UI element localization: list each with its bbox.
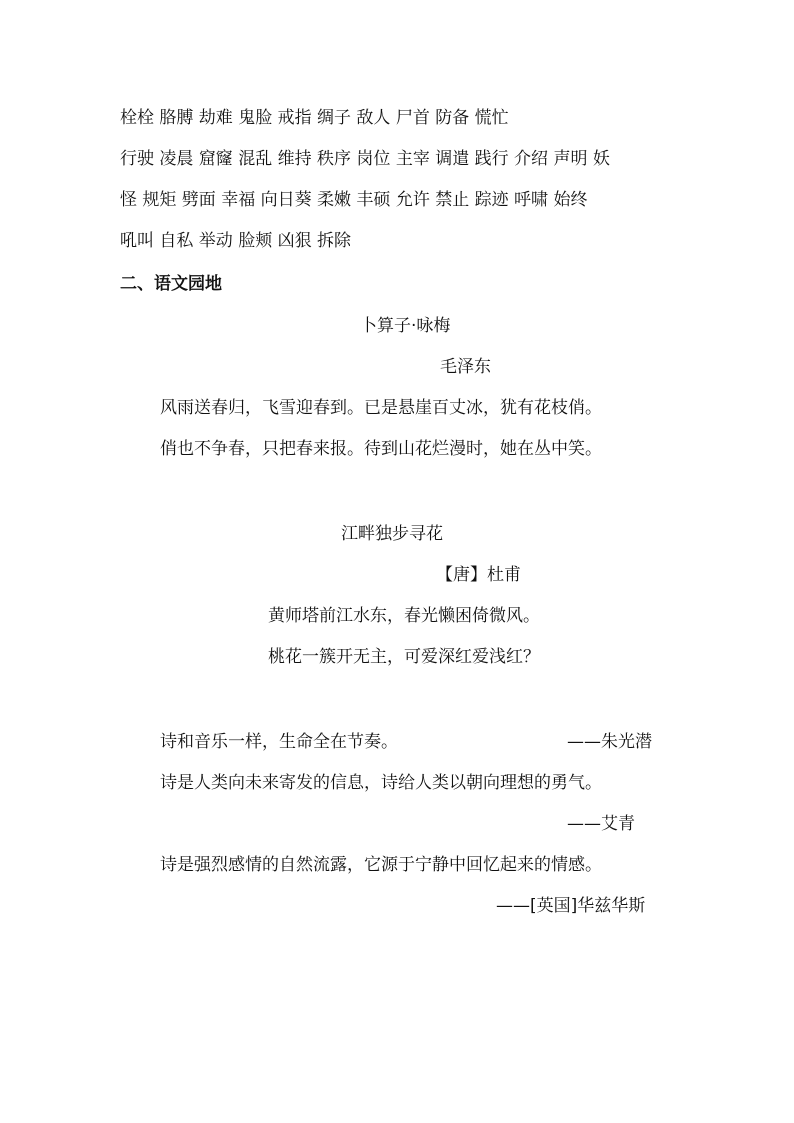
quote-2-text: 诗是人类向未来寄发的信息，诗给人类以朝向理想的勇气。 [160,773,602,793]
section-heading: 二、语文园地 [120,274,222,294]
poem2-author: 【唐】杜甫 [436,565,521,585]
vocab-line-1: 栓栓 胳膊 劫难 鬼脸 戒指 绸子 敌人 尸首 防备 慌忙 [120,108,509,128]
quote-1-text: 诗和音乐一样，生命全在节奏。 [160,732,398,752]
vocab-line-2: 行驶 凌晨 窟窿 混乱 维持 秩序 岗位 主宰 调遣 践行 介绍 声明 妖 [120,149,610,169]
poem1-line-1: 风雨送春归，飞雪迎春到。已是悬崖百丈冰，犹有花枝俏。 [160,398,602,418]
vocab-line-4: 吼叫 自私 举动 脸颊 凶狠 拆除 [120,231,352,251]
quote-2-author: ——艾青 [567,814,635,834]
quote-1-author: ——朱光潜 [567,732,652,752]
quote-3-author: ——[英国]华兹华斯 [496,896,646,916]
poem2-title: 江畔独步寻花 [341,524,443,544]
poem2-line-2: 桃花一簇开无主，可爱深红爱浅红？ [268,647,540,667]
quote-3-text: 诗是强烈感情的自然流露，它源于宁静中回忆起来的情感。 [160,855,602,875]
poem1-title: 卜算子·咏梅 [360,316,451,336]
vocab-line-3: 怪 规矩 劈面 幸福 向日葵 柔嫩 丰硕 允许 禁止 踪迹 呼啸 始终 [120,190,588,210]
poem1-author: 毛泽东 [440,357,491,377]
poem1-line-2: 俏也不争春，只把春来报。待到山花烂漫时，她在丛中笑。 [160,439,602,459]
poem2-line-1: 黄师塔前江水东，春光懒困倚微风。 [268,606,540,626]
